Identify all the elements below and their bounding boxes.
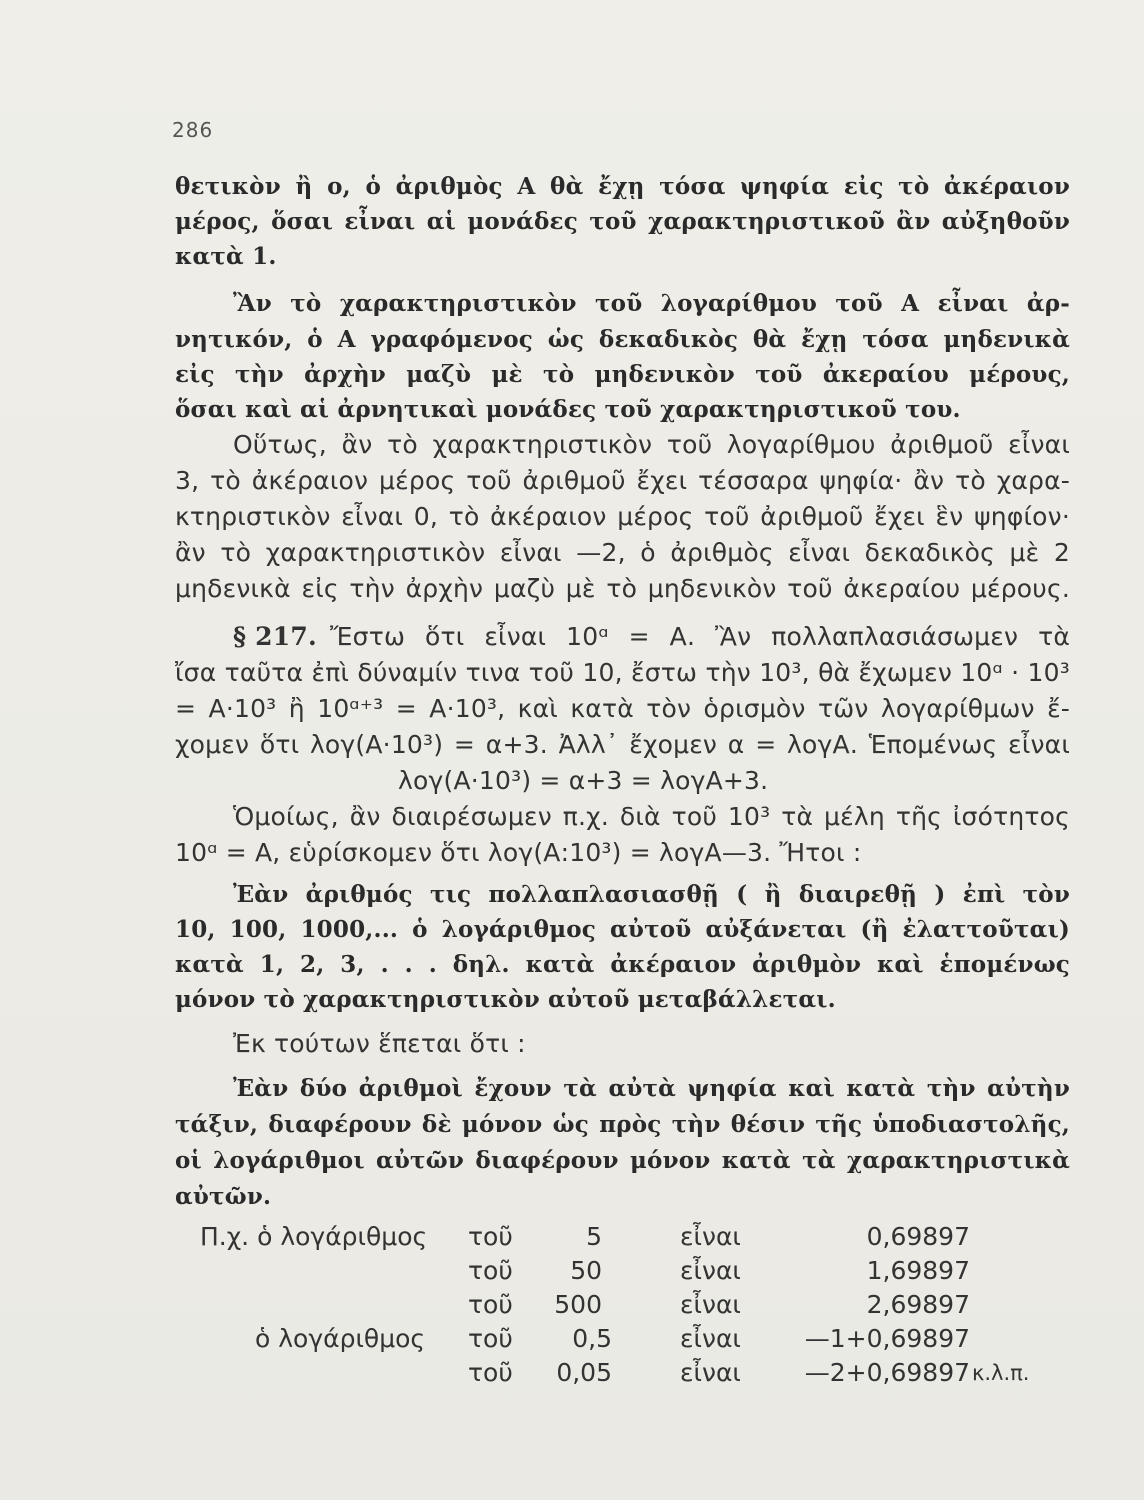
- table-row-einai: εἶναι: [680, 1358, 741, 1387]
- table-row-num: 0,5: [572, 1324, 612, 1353]
- para1-line-2: μέρος, ὅσαι εἶναι αἱ μονάδες τοῦ χαρακτηριστικοῦ ἂν αὐξηθοῦν: [175, 208, 1070, 235]
- para2-line-1: Ἂν τὸ χαρακτηριστικὸν τοῦ λογαρίθμου τοῦ Α εἶναι ἀρ-: [233, 290, 1070, 317]
- table-row-tou: τοῦ: [468, 1290, 513, 1319]
- table-row-einai: εἶναι: [680, 1324, 741, 1353]
- table-row-tou: τοῦ: [468, 1324, 513, 1353]
- para1-line-3: κατὰ 1.: [175, 243, 277, 270]
- table-row-tou: τοῦ: [468, 1358, 513, 1387]
- table-row-num: 50: [570, 1256, 602, 1285]
- table-row-num: 5: [586, 1222, 602, 1251]
- section-line-3: = Α·10³ ἢ 10ᵅ⁺³ = Α·10³, καὶ κατὰ τὸν ὁρισμὸν τῶν λογαρίθμων ἔ-: [175, 694, 1070, 723]
- para2-line-3: εἰς τὴν ἀρχὴν μαζὺ μὲ τὸ μηδενικὸν τοῦ ἀκεραίου μέρους,: [175, 361, 1070, 388]
- table-row-label: ὁ λογάριθμος: [255, 1324, 426, 1353]
- table-row-value: —1+0,69897: [804, 1324, 970, 1353]
- para3-line-1: Οὕτως, ἂν τὸ χαρακτηριστικὸν τοῦ λογαρίθμου ἀριθμοῦ εἶναι: [233, 430, 1070, 459]
- para3-line-4: ἂν τὸ χαρακτηριστικὸν εἶναι —2, ὁ ἀριθμὸς εἶναι δεκαδικὸς μὲ 2: [175, 538, 1070, 567]
- table-row-einai: εἶναι: [680, 1256, 741, 1285]
- rule1-line-3: κατὰ 1, 2, 3, . . . δηλ. κατὰ ἀκέραιον ἀριθμὸν καὶ ἑπομένως: [175, 951, 1070, 978]
- table-row-einai: εἶναι: [680, 1222, 741, 1251]
- section-line-1: Ἔστω ὅτι εἶναι 10ᵅ = Α. Ἂν πολλαπλασιάσωμεν τὰ: [330, 622, 1070, 651]
- para2-line-2: νητικόν, ὁ Α γραφόμενος ὡς δεκαδικὸς θὰ ἔχῃ τόσα μηδενικὰ: [175, 326, 1070, 353]
- page-number: 286: [172, 118, 214, 142]
- para4-line-2: 10ᵅ = Α, εὑρίσκομεν ὅτι λογ(Α:10³) = λογΑ—3. Ἤτοι :: [175, 838, 862, 867]
- table-row-tou: τοῦ: [468, 1256, 513, 1285]
- table-row-num: 500: [554, 1290, 602, 1319]
- table-row-num: 0,05: [556, 1358, 612, 1387]
- rule1-line-1: Ἐὰν ἀριθμός τις πολλαπλασιασθῇ ( ἢ διαιρεθῇ ) ἐπὶ τὸν: [233, 881, 1070, 908]
- table-row-einai: εἶναι: [680, 1290, 741, 1319]
- para2-line-4: ὅσαι καὶ αἱ ἀρνητικαὶ μονάδες τοῦ χαρακτηριστικοῦ του.: [175, 396, 961, 423]
- rule1-line-4: μόνον τὸ χαρακτηριστικὸν αὐτοῦ μεταβάλλεται.: [175, 986, 836, 1013]
- rule2-line-1: Ἐὰν δύο ἀριθμοὶ ἔχουν τὰ αὐτὰ ψηφία καὶ κατὰ τὴν αὐτὴν: [233, 1075, 1070, 1102]
- rule2-line-3: οἱ λογάριθμοι αὐτῶν διαφέρουν μόνον κατὰ τὰ χαρακτηριστικὰ: [175, 1147, 1070, 1174]
- table-row-suffix: κ.λ.π.: [972, 1361, 1030, 1385]
- para4-line-1: Ὁμοίως, ἂν διαιρέσωμεν π.χ. διὰ τοῦ 10³ τὰ μέλη τῆς ἰσότητος: [233, 802, 1070, 831]
- section-formula: λογ(Α·10³) = α+3 = λογΑ+3.: [398, 766, 769, 795]
- para5: Ἐκ τούτων ἕπεται ὅτι :: [233, 1029, 526, 1058]
- table-row-value: —2+0,69897: [804, 1358, 970, 1387]
- rule2-line-2: τάξιν, διαφέρουν δὲ μόνον ὡς πρὸς τὴν θέσιν τῆς ὑποδιαστολῆς,: [175, 1111, 1070, 1138]
- section-number: § 217.: [233, 622, 317, 651]
- section-line-2: ἴσα ταῦτα ἐπὶ δύναμίν τινα τοῦ 10, ἔστω τὴν 10³, θὰ ἔχωμεν 10ᵅ · 10³: [175, 658, 1070, 687]
- table-row-value: 1,69897: [866, 1256, 970, 1285]
- table-row-value: 0,69897: [866, 1222, 970, 1251]
- table-row-label: Π.χ. ὁ λογάριθμος: [200, 1222, 428, 1251]
- para3-line-3: κτηριστικὸν εἶναι 0, τὸ ἀκέραιον μέρος τοῦ ἀριθμοῦ ἔχει ἓν ψηφίον·: [175, 502, 1070, 531]
- table-row-tou: τοῦ: [468, 1222, 513, 1251]
- rule2-line-4: αὐτῶν.: [175, 1183, 272, 1210]
- section-line-4: χομεν ὅτι λογ(Α·10³) = α+3. Ἀλλ᾽ ἔχομεν α = λογΑ. Ἑπομένως εἶναι: [175, 730, 1070, 759]
- section-217: [233, 622, 317, 652]
- table-row-value: 2,69897: [866, 1290, 970, 1319]
- rule1-line-2: 10, 100, 1000,... ὁ λογάριθμος αὐτοῦ αὐξάνεται (ἢ ἐλαττοῦται): [175, 916, 1070, 943]
- para1-line-1: θετικὸν ἢ ο, ὁ ἀριθμὸς Α θὰ ἔχῃ τόσα ψηφία εἰς τὸ ἀκέραιον: [175, 173, 1070, 200]
- para3-line-5: μηδενικὰ εἰς τὴν ἀρχὴν μαζὺ μὲ τὸ μηδενικὸν τοῦ ἀκεραίου μέρους.: [175, 574, 1070, 603]
- para3-line-2: 3, τὸ ἀκέραιον μέρος τοῦ ἀριθμοῦ ἔχει τέσσαρα ψηφία· ἂν τὸ χαρα-: [175, 466, 1070, 495]
